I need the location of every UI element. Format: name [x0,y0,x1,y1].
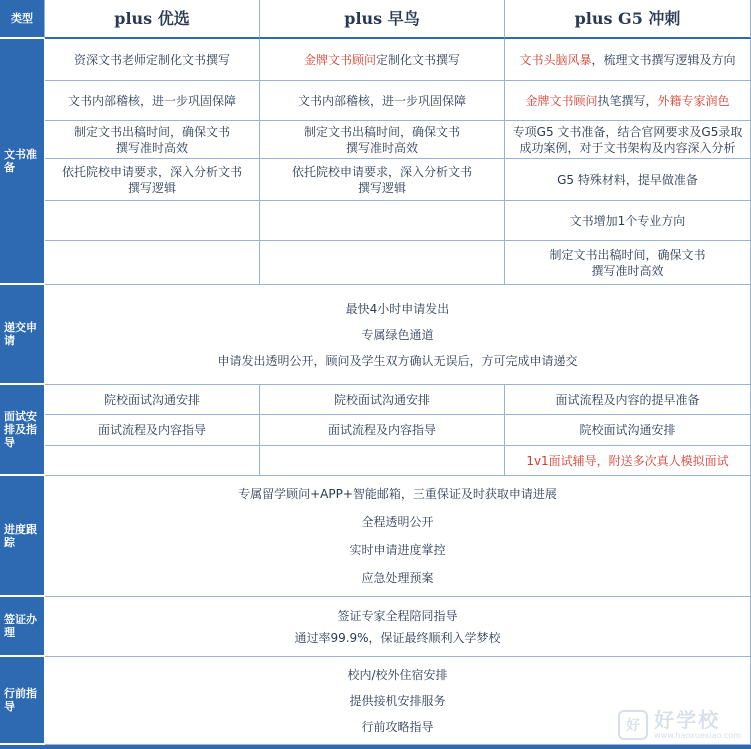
content-line: 专属绿色通道 [361,327,434,342]
mianshi-r1-c2 [260,385,505,415]
wenshu-r5-c2-empty [260,201,505,241]
wenshu-r1-c1 [45,39,260,81]
section-label-wenshu [0,39,45,285]
cell-text: G5 特殊材料，提早做准备 [557,172,698,187]
cell-text: 文书增加1个专业方向 [569,213,686,228]
cell-line: 撰写准时高效 [591,263,664,278]
content-line: 校内/校外住宿安排 [347,667,448,682]
cell-line: 依托院校申请要求，深入分析文书 [291,164,472,179]
content-line: 全程透明公开 [361,515,434,529]
cell-line: 制定文书出稿时间，确保文书 [73,124,230,139]
section-label-mianshi [0,385,45,476]
cell-line: 成功案例，对于文书架构及内容深入分析 [519,140,736,155]
section-label-xingqian [0,657,45,745]
dijiao-content [45,285,751,385]
cell-text-mid: 执笔撰写， [597,93,658,108]
wenshu-r1-c2 [260,39,505,81]
section-text-mianshi: 面试安排及指导 [4,410,37,449]
section-label-dijiao [0,285,45,385]
cell-line: 制定文书出稿时间，确保文书 [549,247,706,262]
mianshi-r2-c1 [45,415,260,446]
mianshi-r1-c3 [505,385,751,415]
highlight-text: 金牌文书顾问 [525,93,598,108]
wenshu-r3-c3 [505,121,751,159]
mianshi-r2-c2 [260,415,505,446]
wenshu-r6-c1-empty [45,241,260,285]
cell-text-rest: ，梳理文书撰写逻辑及方向 [591,52,736,67]
content-line: 最快4小时申请发出 [345,301,450,316]
cell-text: 院校面试沟通安排 [333,392,430,407]
section-text-xingqian: 行前指导 [4,687,37,713]
wenshu-r5-c3 [505,201,751,241]
content-line: 签证专家全程陪同指导 [337,608,458,623]
content-line: 通过率99.9%，保证最终顺利入学梦校 [294,630,501,645]
plan-header-zaoniao [260,0,505,39]
wenshu-r6-c3 [505,241,751,285]
content-line: 实时申请进度掌控 [349,543,446,557]
highlight-text: 金牌文书顾问 [303,52,376,67]
wenshu-r2-c1 [45,81,260,121]
type-header [0,0,45,39]
highlight-text: 1v1面试辅导，附送多次真人模拟面试 [526,453,729,468]
wenshu-r5-c1-empty [45,201,260,241]
cell-line: 制定文书出稿时间，确保文书 [303,124,460,139]
content-line: 应急处理预案 [361,571,434,585]
section-text-jindu: 进度跟踪 [4,522,37,549]
cell-text: 面试流程及内容的提早准备 [555,392,700,407]
mianshi-r1-c1 [45,385,260,415]
qianzheng-content [45,597,751,657]
cell-line: 依托院校申请要求，深入分析文书 [61,164,242,179]
mianshi-r3-c1-empty [45,446,260,476]
mianshi-r3-c2-empty [260,446,505,476]
cell-text: 面试流程及内容指导 [97,423,206,437]
cell-line: 专项G5 文书准备，结合官网要求及G5录取 [512,124,743,139]
section-text-dijiao: 递交申请 [4,321,37,347]
cell-text: 面试流程及内容指导 [327,423,436,437]
plan-name-youxuan: plus 优选 [114,8,190,28]
content-line: 专属留学顾问+APP+智能邮箱，三重保证及时获取申请进展 [238,487,557,501]
cell-line: 撰写准时高效 [345,140,418,155]
plan-name-zaoniao: plus 早鸟 [344,8,420,28]
wenshu-r4-c3 [505,159,751,201]
cell-line: 撰写逻辑 [357,180,406,195]
cell-text: 资深文书老师定制化文书撰写 [73,52,230,67]
wenshu-r3-c1 [45,121,260,159]
wenshu-r2-c3 [505,81,751,121]
cell-line: 撰写逻辑 [127,180,176,195]
jindu-content [45,476,751,597]
type-header-label: 类型 [11,11,33,25]
bottom-bar [0,745,751,749]
section-label-qianzheng [0,597,45,657]
section-label-jindu [0,476,45,597]
watermark-url: www.haoxuexiao.com [654,731,741,740]
cell-text [304,52,460,68]
wenshu-r4-c2 [260,159,505,201]
cell-text: 文书内部稽核，进一步巩固保障 [67,93,236,108]
plan-header-youxuan [45,0,260,39]
wenshu-r2-c2 [260,81,505,121]
wenshu-r4-c1 [45,159,260,201]
content-line: 申请发出透明公开，顾问及学生双方确认无误后，方可完成申请递交 [217,353,578,368]
cell-text: 文书内部稽核，进一步巩固保障 [297,93,466,108]
cell-line: 撰写准时高效 [115,140,188,155]
mianshi-r2-c3 [505,415,751,446]
cell-text: 院校面试沟通安排 [579,423,676,437]
highlight-text: 文书头脑风暴 [519,52,592,67]
wenshu-r3-c2 [260,121,505,159]
cell-text [519,52,735,68]
mianshi-r3-c3 [505,446,751,476]
content-line: 提供接机安排服务 [349,693,446,708]
wenshu-r6-c2-empty [260,241,505,285]
highlight-text: 外籍专家润色 [657,93,730,108]
watermark-icon-text: 好 [626,718,641,734]
plan-name-g5: plus G5 冲刺 [574,8,681,28]
cell-text-rest: 定制化文书撰写 [376,52,461,67]
cell-text: 院校面试沟通安排 [103,392,200,407]
cell-text [525,93,729,109]
section-text-wenshu: 文书准备 [4,148,37,174]
xingqian-content [45,657,751,745]
wenshu-r1-c3 [505,39,751,81]
plan-header-g5 [505,0,751,39]
content-line: 行前攻略指导 [361,719,434,734]
section-text-qianzheng: 签证办理 [4,613,37,639]
watermark-brand: 好学校 [654,708,721,732]
